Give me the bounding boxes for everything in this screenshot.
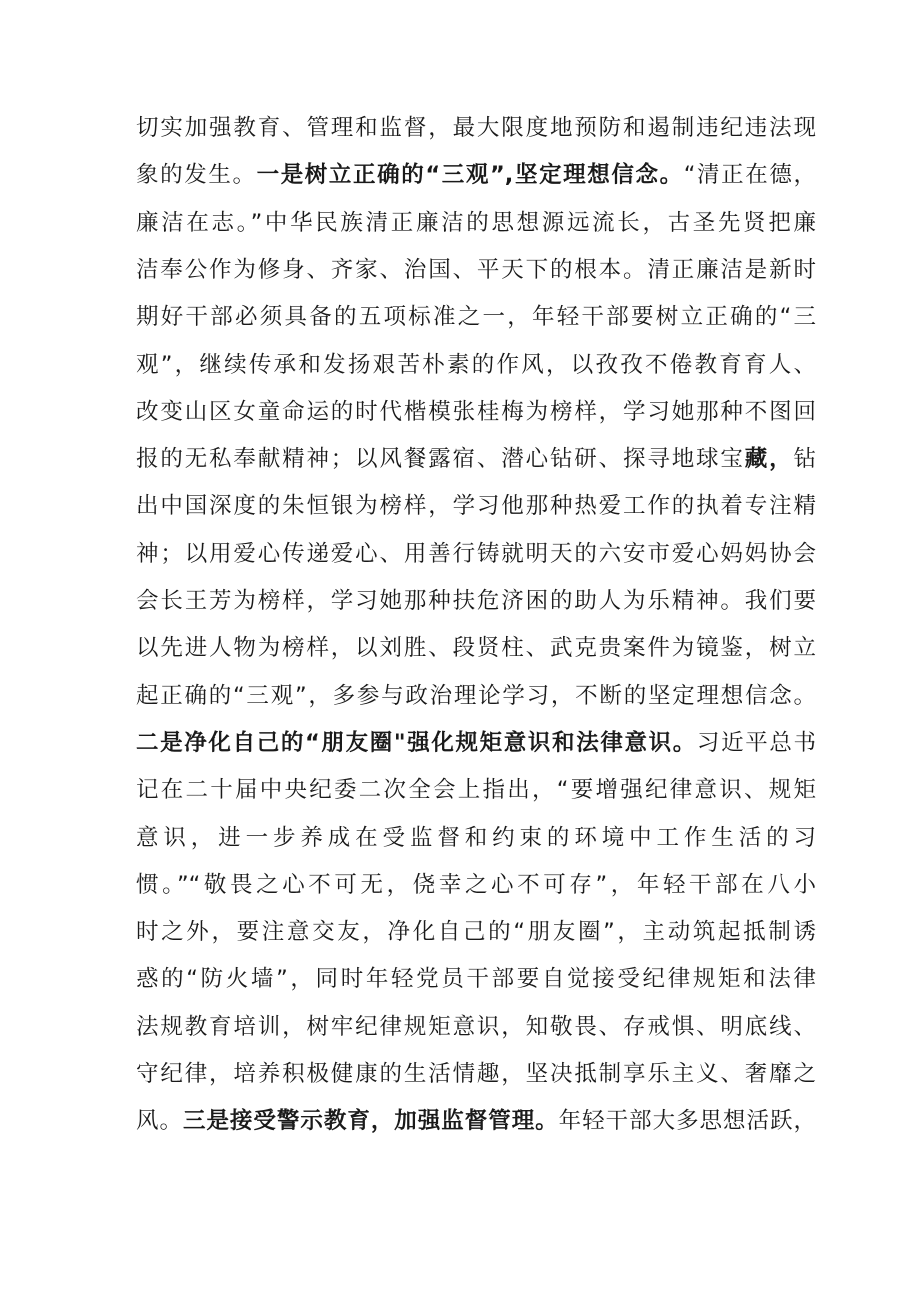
text-line: [136, 725, 816, 761]
text-segment: 法规教育培训，树牢纪律规矩意识，知敬畏、存戒惧、明底线、: [136, 1013, 816, 1040]
text-line: [136, 110, 816, 146]
text-line: [136, 299, 816, 335]
text-segment: 时之外，要注意交友，净化自己的“朋友圈”，主动筑起抵制诱: [136, 919, 816, 946]
text-segment: 期好干部必须具备的五项标准之一，年轻干部要树立正确的“三: [136, 304, 816, 331]
text-segment: 会长王芳为榜样，学习她那种扶危济困的助人为乐精神。我们要: [136, 588, 816, 614]
text-segment: “清正在德，: [683, 162, 816, 189]
bold-text-segment: 一是树立正确的“三观”,坚定理想信念。: [256, 162, 684, 189]
text-line: [136, 252, 816, 288]
text-segment: 观”，继续传承和发扬艰苦朴素的作风，以孜孜不倦教育育人、: [136, 351, 816, 378]
text-segment: 改变山区女童命运的时代楷模张桂梅为榜样，学习她那种不图回: [136, 398, 816, 425]
text-segment: 洁奉公作为修身、齐家、治国、平天下的根本。清正廉洁是新时: [136, 256, 816, 283]
text-line: [136, 488, 816, 524]
text-line: [136, 157, 816, 193]
text-segment: 记在二十届中央纪委二次全会上指出，“要增强纪律意识、规矩: [136, 777, 816, 804]
text-line: [136, 205, 816, 241]
text-line: [136, 583, 816, 619]
bold-text-segment: 二是净化自己的“朋友圈"强化规矩意识和法律意识。: [136, 729, 697, 756]
bold-text-segment: 藏，: [744, 446, 794, 473]
text-segment: 守纪律，培养积极健康的生活情趣，坚决抵制享乐主义、奢靡之: [136, 1061, 816, 1087]
text-segment: 惯。”“敬畏之心不可无，侥幸之心不可存”，年轻干部在八小: [136, 871, 816, 898]
text-segment: 出中国深度的朱恒银为榜样，学习他那种热爱工作的执着专注精: [136, 493, 816, 520]
text-line: [136, 347, 816, 383]
text-line: [136, 441, 816, 477]
text-segment: 廉洁在志。”中华民族清正廉洁的思想源远流长，古圣先贤把廉: [136, 209, 816, 236]
text-segment: 象的发生。: [136, 162, 257, 189]
text-segment: 起正确的“三观”，多参与政治理论学习，不断的坚定理想信念。: [136, 682, 816, 709]
text-line: [136, 772, 816, 808]
text-line: [136, 1056, 816, 1092]
text-segment: 惑的“防火墙”，同时年轻党员干部要自觉接受纪律规矩和法律: [136, 966, 816, 993]
text-segment: 神；以用爱心传递爱心、用善行铸就明天的六安市爱心妈妈协会: [136, 540, 816, 567]
text-segment: 习近平总书: [696, 729, 816, 756]
text-segment: 钻: [793, 446, 816, 473]
text-segment: 报的无私奉献精神；以风餐露宿、潜心钻研、探寻地球宝: [136, 446, 745, 473]
text-line: [136, 1009, 816, 1045]
text-line: [136, 867, 816, 903]
text-line: [136, 961, 816, 997]
text-line: [136, 678, 816, 714]
text-line: [136, 630, 816, 666]
text-line: [136, 914, 816, 950]
text-segment: 切实加强教育、管理和监督，最大限度地预防和遏制违纪违法现: [136, 115, 816, 141]
text-segment: 年轻干部大多思想活跃，: [558, 1108, 816, 1135]
bold-text-segment: 三是接受警示教育，加强监督管理。: [182, 1108, 559, 1135]
text-line: [136, 1103, 816, 1139]
text-line: [136, 536, 816, 572]
text-segment: 风。: [136, 1108, 183, 1135]
text-segment: 意识，进一步养成在受监督和约束的环境中工作生活的习: [136, 824, 816, 851]
text-line: [136, 820, 816, 856]
text-line: [136, 394, 816, 430]
text-segment: 以先进人物为榜样，以刘胜、段贤柱、武克贵案件为镜鉴，树立: [136, 635, 816, 662]
